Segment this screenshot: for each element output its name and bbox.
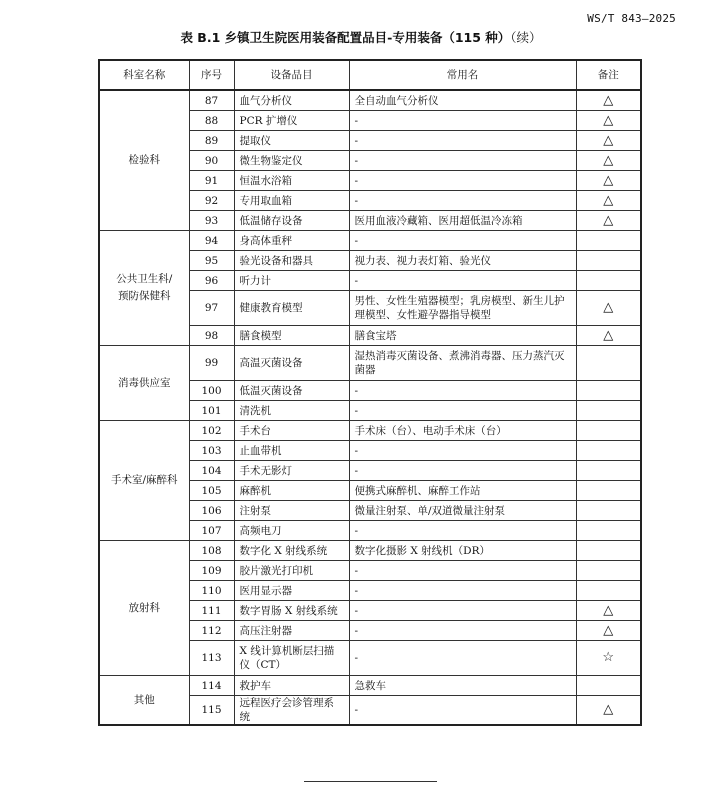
common-name-cell: 男性、女性生殖器模型；乳房模型、新生儿护理模型、女性避孕器指导模型 (349, 291, 576, 326)
number-cell: 114 (189, 676, 234, 696)
item-cell: 微生物鉴定仪 (234, 151, 349, 171)
item-cell: 麻醉机 (234, 481, 349, 501)
item-cell: 清洗机 (234, 401, 349, 421)
note-cell (576, 521, 641, 541)
number-cell: 89 (189, 131, 234, 151)
item-cell: 健康教育模型 (234, 291, 349, 326)
note-cell: △ (576, 211, 641, 231)
number-cell: 95 (189, 251, 234, 271)
note-cell: △ (576, 621, 641, 641)
number-cell: 115 (189, 696, 234, 726)
number-cell: 111 (189, 601, 234, 621)
department-cell (99, 346, 189, 421)
common-name-cell: - (349, 461, 576, 481)
note-cell: △ (576, 601, 641, 621)
note-cell (576, 271, 641, 291)
number-cell: 94 (189, 231, 234, 251)
note-cell (576, 461, 641, 481)
common-name-cell: 视力表、视力表灯箱、验光仪 (349, 251, 576, 271)
common-name-cell: 湿热消毒灭菌设备、煮沸消毒器、压力蒸汽灭菌器 (349, 346, 576, 381)
table-row (99, 90, 641, 111)
column-header-department: 科室名称 (99, 60, 189, 90)
column-header-common-name: 常用名 (349, 60, 576, 90)
common-name-cell: - (349, 151, 576, 171)
common-name-cell: 膳食宝塔 (349, 326, 576, 346)
number-cell: 87 (189, 90, 234, 111)
column-header-note: 备注 (576, 60, 641, 90)
number-cell: 112 (189, 621, 234, 641)
department-cell (99, 541, 189, 676)
department-name: 手术室/麻醉科 (110, 474, 178, 486)
table-row (99, 541, 641, 561)
common-name-cell: 微量注射泵、单/双道微量注射泵 (349, 501, 576, 521)
common-name-cell: - (349, 171, 576, 191)
common-name-cell: - (349, 231, 576, 251)
note-cell (576, 541, 641, 561)
number-cell: 99 (189, 346, 234, 381)
department-name: 放射科 (128, 601, 160, 614)
number-cell: 113 (189, 641, 234, 676)
column-header-item: 设备品目 (234, 60, 349, 90)
common-name-cell: 便携式麻醉机、麻醉工作站 (349, 481, 576, 501)
number-cell: 100 (189, 381, 234, 401)
item-cell: 提取仪 (234, 131, 349, 151)
note-cell: △ (576, 151, 641, 171)
number-cell: 106 (189, 501, 234, 521)
item-cell: 血气分析仪 (234, 90, 349, 111)
table-body (99, 90, 641, 725)
number-cell: 107 (189, 521, 234, 541)
item-cell: 专用取血箱 (234, 191, 349, 211)
number-cell: 101 (189, 401, 234, 421)
item-cell: 膳食模型 (234, 326, 349, 346)
number-cell: 104 (189, 461, 234, 481)
note-cell (576, 381, 641, 401)
item-cell: PCR 扩增仪 (234, 111, 349, 131)
item-cell: 止血带机 (234, 441, 349, 461)
number-cell: 98 (189, 326, 234, 346)
item-cell: 数字胃肠 X 射线系统 (234, 601, 349, 621)
note-cell (576, 676, 641, 696)
table-row (99, 676, 641, 696)
note-cell (576, 231, 641, 251)
department-name: 消毒供应室 (118, 376, 171, 389)
common-name-cell: - (349, 441, 576, 461)
table-header (99, 60, 641, 90)
common-name-cell: - (349, 401, 576, 421)
item-cell: 高压注射器 (234, 621, 349, 641)
note-cell (576, 561, 641, 581)
caption-main: 表 B.1 乡镇卫生院医用装备配置品目-专用装备（115 种） (180, 30, 511, 45)
number-cell: 102 (189, 421, 234, 441)
table-row (99, 421, 641, 441)
note-cell: △ (576, 696, 641, 726)
item-cell: 高温灭菌设备 (234, 346, 349, 381)
department-cell (99, 421, 189, 541)
note-cell: △ (576, 111, 641, 131)
note-cell: △ (576, 191, 641, 211)
table-row (99, 346, 641, 381)
note-cell (576, 581, 641, 601)
note-cell (576, 421, 641, 441)
common-name-cell: 急救车 (349, 676, 576, 696)
common-name-cell: - (349, 271, 576, 291)
item-cell: X 线计算机断层扫描仪（CT） (234, 641, 349, 676)
number-cell: 88 (189, 111, 234, 131)
item-cell: 高频电刀 (234, 521, 349, 541)
item-cell: 低温灭菌设备 (234, 381, 349, 401)
note-cell (576, 346, 641, 381)
number-cell: 97 (189, 291, 234, 326)
common-name-cell: 全自动血气分析仪 (349, 90, 576, 111)
common-name-cell: - (349, 641, 576, 676)
note-cell (576, 481, 641, 501)
footer-rule (304, 781, 437, 782)
item-cell: 听力计 (234, 271, 349, 291)
department-name: 预防保健科 (118, 290, 171, 302)
caption-suffix: （续） (510, 30, 542, 45)
note-cell: △ (576, 326, 641, 346)
note-cell (576, 401, 641, 421)
common-name-cell: - (349, 621, 576, 641)
number-cell: 93 (189, 211, 234, 231)
number-cell: 105 (189, 481, 234, 501)
common-name-cell: - (349, 191, 576, 211)
department-name: 其他 (133, 693, 155, 706)
common-name-cell: 手术床（台）、电动手术床（台） (349, 421, 576, 441)
common-name-cell: - (349, 381, 576, 401)
common-name-cell: - (349, 696, 576, 726)
item-cell: 胶片激光打印机 (234, 561, 349, 581)
number-cell: 90 (189, 151, 234, 171)
note-cell (576, 501, 641, 521)
note-cell: △ (576, 291, 641, 326)
number-cell: 91 (189, 171, 234, 191)
note-cell (576, 251, 641, 271)
item-cell: 手术台 (234, 421, 349, 441)
item-cell: 注射泵 (234, 501, 349, 521)
item-cell: 远程医疗会诊管理系统 (234, 696, 349, 726)
column-header-number: 序号 (189, 60, 234, 90)
item-cell: 验光设备和器具 (234, 251, 349, 271)
item-cell: 低温储存设备 (234, 211, 349, 231)
item-cell: 医用显示器 (234, 581, 349, 601)
table-caption (0, 28, 722, 46)
department-cell (99, 676, 189, 726)
note-cell: ☆ (576, 641, 641, 676)
equipment-table (98, 59, 642, 726)
common-name-cell: 数字化摄影 X 射线机（DR） (349, 541, 576, 561)
item-cell: 数字化 X 射线系统 (234, 541, 349, 561)
common-name-cell: 医用血液冷藏箱、医用超低温冷冻箱 (349, 211, 576, 231)
department-cell (99, 90, 189, 231)
common-name-cell: - (349, 581, 576, 601)
department-cell (99, 231, 189, 346)
item-cell: 救护车 (234, 676, 349, 696)
standard-code: WS/T 843—2025 (587, 12, 676, 25)
number-cell: 103 (189, 441, 234, 461)
table-row (99, 231, 641, 251)
item-cell: 手术无影灯 (234, 461, 349, 481)
number-cell: 108 (189, 541, 234, 561)
number-cell: 110 (189, 581, 234, 601)
item-cell: 身高体重秤 (234, 231, 349, 251)
note-cell: △ (576, 171, 641, 191)
department-name: 公共卫生科/ (116, 273, 173, 285)
number-cell: 92 (189, 191, 234, 211)
department-name: 检验科 (128, 154, 160, 166)
number-cell: 109 (189, 561, 234, 581)
note-cell: △ (576, 131, 641, 151)
common-name-cell: - (349, 131, 576, 151)
note-cell: △ (576, 90, 641, 111)
number-cell: 96 (189, 271, 234, 291)
item-cell: 恒温水浴箱 (234, 171, 349, 191)
common-name-cell: - (349, 561, 576, 581)
common-name-cell: - (349, 601, 576, 621)
common-name-cell: - (349, 111, 576, 131)
note-cell (576, 441, 641, 461)
common-name-cell: - (349, 521, 576, 541)
